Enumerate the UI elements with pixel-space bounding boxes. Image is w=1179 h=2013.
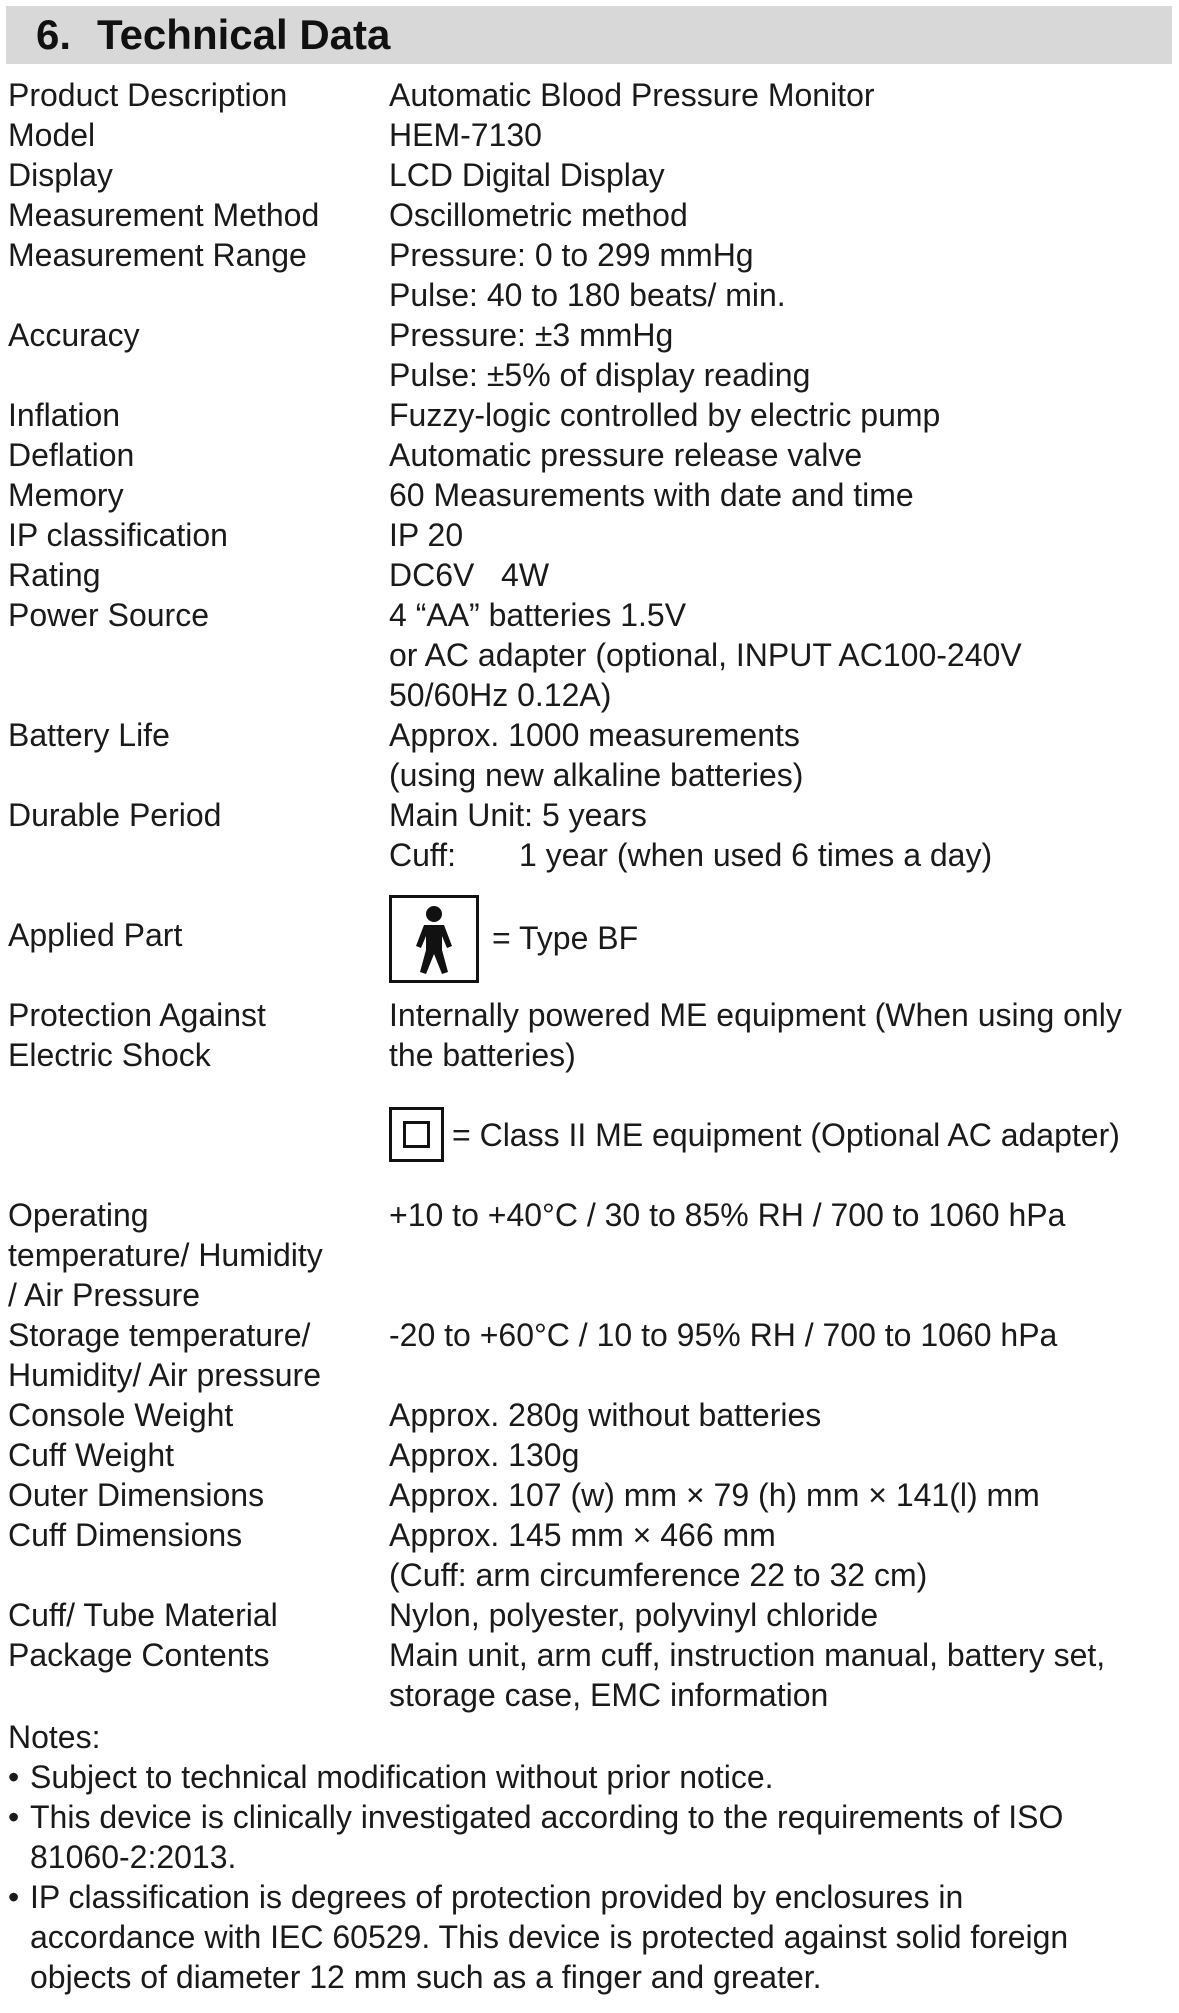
spec-label xyxy=(8,1435,378,1475)
class-ii-double-square-icon xyxy=(389,1107,444,1162)
spec-value xyxy=(389,315,1169,395)
spec-label xyxy=(8,155,378,195)
spec-value xyxy=(389,155,1169,195)
spec-label-line: Model xyxy=(8,117,96,153)
spec-value xyxy=(389,1475,1169,1515)
section-number: 6. xyxy=(36,11,72,58)
spec-label-line: Operating xyxy=(8,1197,149,1233)
note-item xyxy=(8,1757,1168,1797)
spec-value xyxy=(389,595,1169,715)
spec-label-line: Applied Part xyxy=(8,917,183,953)
spec-value xyxy=(389,235,1169,315)
spec-label xyxy=(8,715,378,755)
spec-label xyxy=(8,475,378,515)
note-line: Subject to technical modification without prior notice. xyxy=(30,1759,774,1795)
type-bf-person-icon xyxy=(389,895,479,983)
spec-value xyxy=(389,115,1169,155)
spec-label-line: Storage temperature/ xyxy=(8,1317,311,1353)
bullet-icon: • xyxy=(8,1879,20,1915)
spec-value xyxy=(389,1395,1169,1435)
spec-label-line: Cuff/ Tube Material xyxy=(8,1597,278,1633)
spec-label-line: temperature/ Humidity xyxy=(8,1237,323,1273)
cuff-durable-text: 1 year (when used 6 times a day) xyxy=(519,837,993,873)
spec-value-line: +10 to +40°C / 30 to 85% RH / 700 to 1060 hPa xyxy=(389,1197,1066,1233)
spec-value-line: Approx. 130g xyxy=(389,1437,580,1473)
spec-label xyxy=(8,1475,378,1515)
spec-value-line: Internally powered ME equipment (When using only xyxy=(389,997,1122,1033)
spec-label xyxy=(8,555,378,595)
spec-value-line: Pressure: 0 to 299 mmHg xyxy=(389,237,754,273)
spec-label-line: Protection Against xyxy=(8,997,266,1033)
spec-value-line: LCD Digital Display xyxy=(389,157,665,193)
spec-value xyxy=(389,395,1169,435)
spec-value-line: Approx. 280g without batteries xyxy=(389,1397,822,1433)
spec-value xyxy=(389,995,1169,1075)
spec-value-line: Pulse: 40 to 180 beats/ min. xyxy=(389,277,786,313)
spec-value-line: the batteries) xyxy=(389,1037,576,1073)
spec-label-line: Electric Shock xyxy=(8,1037,211,1073)
bullet-icon: • xyxy=(8,1759,20,1795)
spec-value-line: DC6V 4W xyxy=(389,557,550,593)
note-line: This device is clinically investigated according to the requirements of ISO xyxy=(30,1799,1064,1835)
spec-value-line: Approx. 145 mm × 466 mm xyxy=(389,1517,776,1553)
spec-value-line: (Cuff: arm circumference 22 to 32 cm) xyxy=(389,1557,928,1593)
spec-value-line: Automatic Blood Pressure Monitor xyxy=(389,77,875,113)
note-line: objects of diameter 12 mm such as a finger and greater. xyxy=(30,1959,822,1995)
spec-label-line: Power Source xyxy=(8,597,209,633)
note-line: accordance with IEC 60529. This device is protected against solid foreign xyxy=(30,1919,1069,1955)
note-line: IP classification is degrees of protection provided by enclosures in xyxy=(30,1879,964,1915)
spec-value xyxy=(389,1315,1169,1355)
spec-value-line: Automatic pressure release valve xyxy=(389,437,863,473)
spec-label-line: Battery Life xyxy=(8,717,170,753)
spec-label xyxy=(8,395,378,435)
notes-section xyxy=(8,1717,1168,1997)
spec-label xyxy=(8,1395,378,1435)
spec-label xyxy=(8,115,378,155)
spec-value-line: -20 to +60°C / 10 to 95% RH / 700 to 1060 hPa xyxy=(389,1317,1058,1353)
spec-label-line: Humidity/ Air pressure xyxy=(8,1357,321,1393)
spec-value xyxy=(389,475,1169,515)
spec-value-line: 60 Measurements with date and time xyxy=(389,477,914,513)
page-title: Technical Data xyxy=(97,11,391,58)
spec-label xyxy=(8,795,378,835)
spec-label xyxy=(8,1315,378,1395)
spec-value xyxy=(389,75,1169,115)
spec-label-line: Cuff Dimensions xyxy=(8,1517,243,1553)
spec-label xyxy=(8,235,378,275)
spec-label-line: Cuff Weight xyxy=(8,1437,175,1473)
cuff-durable-line xyxy=(389,835,1169,875)
section-header xyxy=(6,6,1172,64)
spec-label-line: Memory xyxy=(8,477,124,513)
bullet-icon: • xyxy=(8,1799,20,1835)
spec-value xyxy=(389,555,1169,595)
spec-value xyxy=(389,515,1169,555)
spec-value xyxy=(389,1435,1169,1475)
spec-label xyxy=(8,515,378,555)
spec-value xyxy=(389,1635,1169,1715)
spec-value-line: HEM-7130 xyxy=(389,117,542,153)
class-ii-inner-square xyxy=(403,1121,430,1148)
note-item xyxy=(8,1797,1168,1877)
spec-label-line: Console Weight xyxy=(8,1397,234,1433)
spec-value-line: 50/60Hz 0.12A) xyxy=(389,677,612,713)
spec-value xyxy=(389,1515,1169,1595)
spec-value-line: Pressure: ±3 mmHg xyxy=(389,317,674,353)
spec-value xyxy=(389,795,1169,875)
class2-text: = Class II ME equipment (Optional AC adapter) xyxy=(452,1117,1120,1153)
spec-label xyxy=(8,995,378,1075)
spec-label-line: Measurement Range xyxy=(8,237,307,273)
spec-label-line: Deflation xyxy=(8,437,135,473)
cuff-durable-label: Cuff: xyxy=(389,837,456,873)
note-item xyxy=(8,1877,1168,1997)
spec-label-line: Display xyxy=(8,157,113,193)
spec-value-line: IP 20 xyxy=(389,517,464,553)
note-line: 81060-2:2013. xyxy=(30,1839,237,1875)
spec-value xyxy=(389,435,1169,475)
spec-value-line: Approx. 1000 measurements xyxy=(389,717,800,753)
spec-value-line: Fuzzy-logic controlled by electric pump xyxy=(389,397,941,433)
spec-value-line: or AC adapter (optional, INPUT AC100-240V xyxy=(389,637,1022,673)
spec-label xyxy=(8,595,378,635)
spec-label xyxy=(8,195,378,235)
spec-label xyxy=(8,1515,378,1555)
spec-value-line: (using new alkaline batteries) xyxy=(389,757,804,793)
spec-value-line: storage case, EMC information xyxy=(389,1677,829,1713)
spec-value-line: Main unit, arm cuff, instruction manual, battery set, xyxy=(389,1637,1106,1673)
spec-label-line: Outer Dimensions xyxy=(8,1477,265,1513)
spec-value-line: Oscillometric method xyxy=(389,197,688,233)
spec-value-line: Pulse: ±5% of display reading xyxy=(389,357,811,393)
spec-label-line: / Air Pressure xyxy=(8,1277,201,1313)
spec-label xyxy=(8,75,378,115)
type-bf-person-icon-svg xyxy=(392,898,476,980)
spec-label-line: IP classification xyxy=(8,517,228,553)
spec-label-line: Measurement Method xyxy=(8,197,320,233)
spec-value-line: 4 “AA” batteries 1.5V xyxy=(389,597,687,633)
spec-label-line: Durable Period xyxy=(8,797,222,833)
spec-value xyxy=(389,1195,1169,1235)
spec-label-line: Inflation xyxy=(8,397,121,433)
spec-value-line: Approx. 107 (w) mm × 79 (h) mm × 141(l) mm xyxy=(389,1477,1040,1513)
spec-value-line: Nylon, polyester, polyvinyl chloride xyxy=(389,1597,879,1633)
spec-label xyxy=(8,1635,378,1675)
spec-value xyxy=(389,195,1169,235)
spec-label-line: Package Contents xyxy=(8,1637,270,1673)
spec-value xyxy=(389,1595,1169,1635)
applied-part-text: = Type BF xyxy=(492,920,639,956)
spec-value xyxy=(389,715,1169,795)
spec-label-line: Product Description xyxy=(8,77,288,113)
spec-label xyxy=(8,915,378,955)
notes-heading: Notes: xyxy=(8,1719,101,1755)
spec-label xyxy=(8,1195,378,1315)
spec-label-line: Rating xyxy=(8,557,101,593)
spec-label xyxy=(8,435,378,475)
spec-label xyxy=(8,315,378,355)
spec-value-line: Main Unit: 5 years xyxy=(389,797,647,833)
spec-label xyxy=(8,1595,378,1635)
spec-label-line: Accuracy xyxy=(8,317,140,353)
